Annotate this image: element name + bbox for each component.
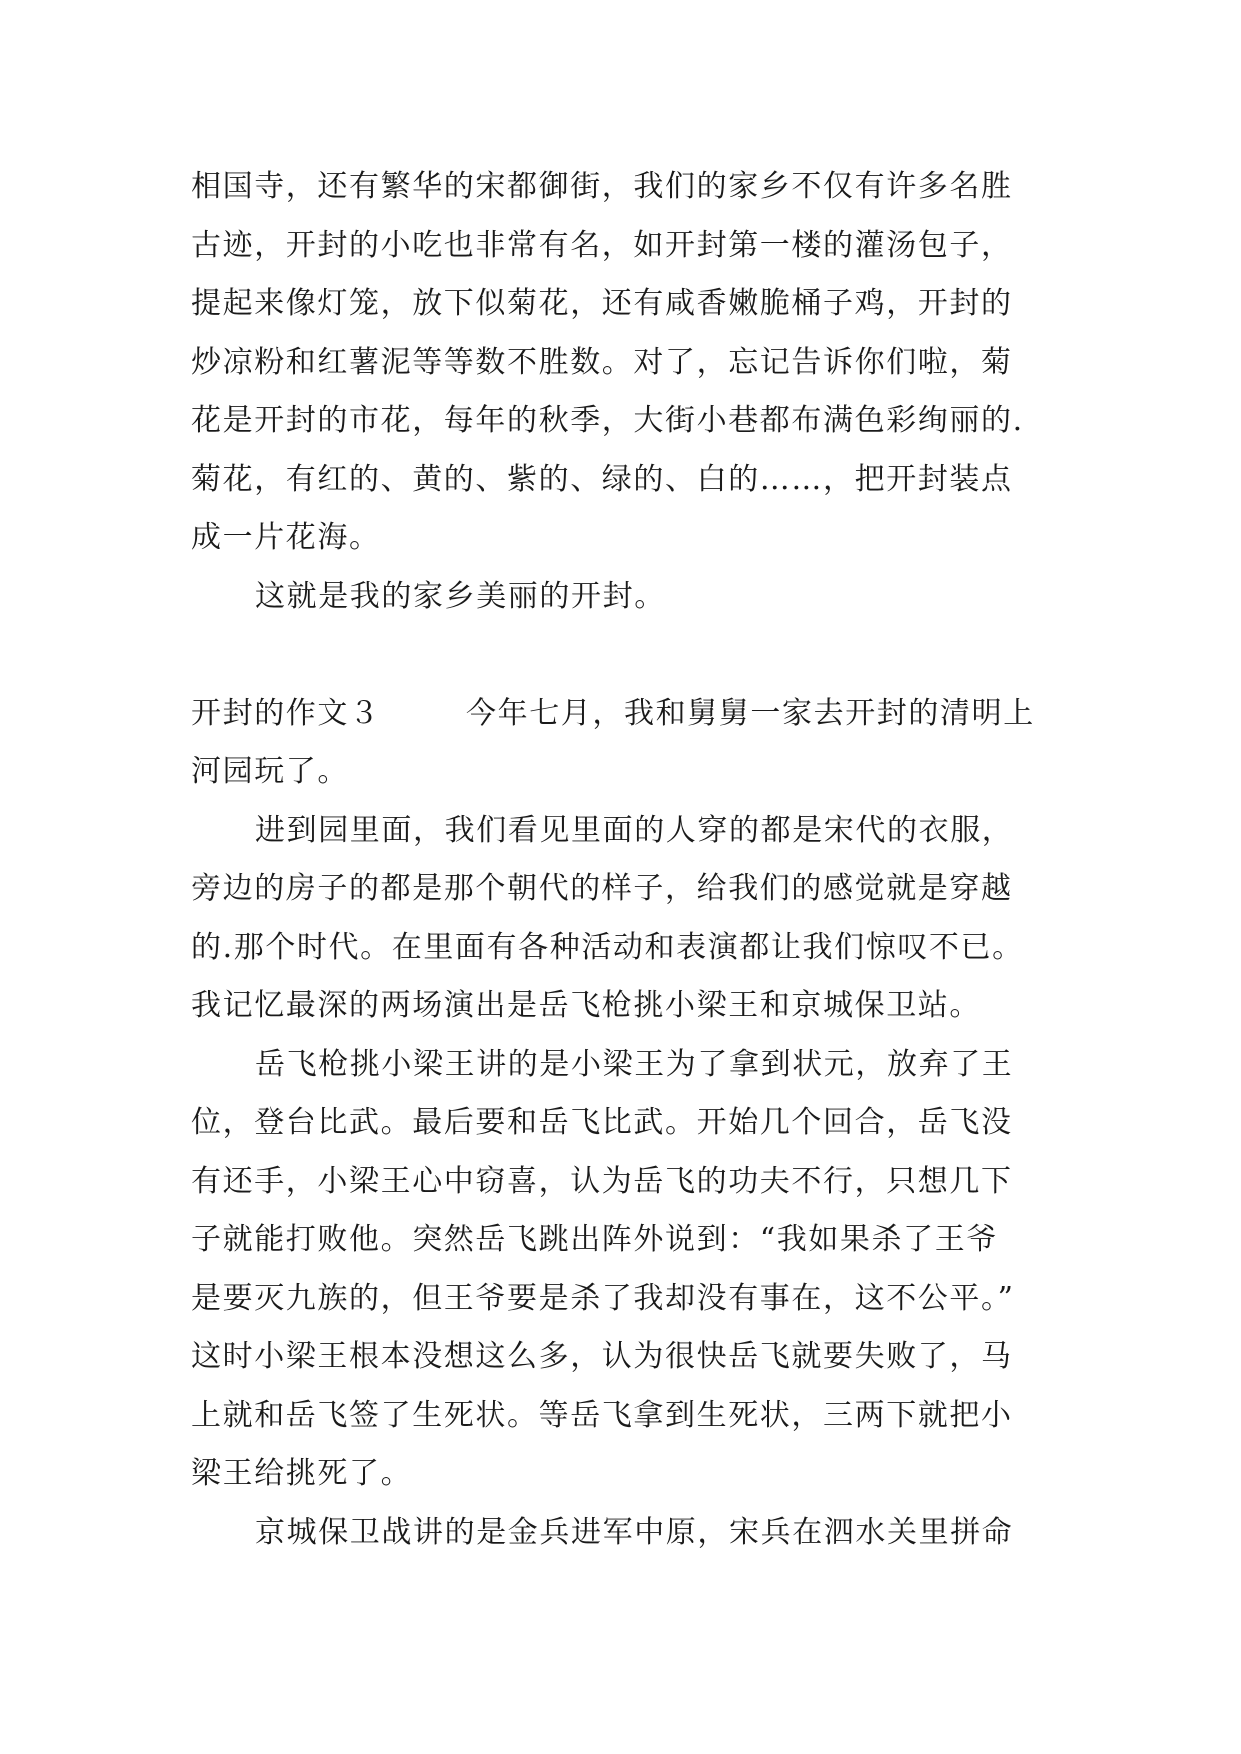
paragraph-capital-defense xyxy=(191,1504,1051,1563)
text-line: 梁王给挑死了。 xyxy=(191,1456,413,1491)
text-line: 位，登台比武。最后要和岳飞比武。开始几个回合，岳飞没 xyxy=(191,1105,1013,1140)
paragraph-closing: 这就是我的家乡美丽的开封。 xyxy=(255,578,666,614)
text-line: 提起来像灯笼，放下似菊花，还有咸香嫩脆桶子鸡，开封的 xyxy=(191,286,1013,321)
text-line: 相国寺，还有繁华的宋都御街，我们的家乡不仅有许多名胜 xyxy=(191,169,1013,204)
text-line: 旁边的房子的都是那个朝代的样子，给我们的感觉就是穿越 xyxy=(191,871,1013,906)
text-line: 子就能打败他。突然岳飞跳出阵外说到：“我如果杀了王爷 xyxy=(191,1222,998,1257)
text-line: 古迹，开封的小吃也非常有名，如开封第一楼的灌汤包子， xyxy=(191,227,1013,263)
paragraph-enter-park xyxy=(191,802,1051,1036)
text-line: 上就和岳飞签了生死状。等岳飞拿到生死状，三两下就把小 xyxy=(191,1397,1013,1433)
essay-heading-line xyxy=(191,685,1051,744)
text-line: 有还手，小梁王心中窃喜，认为岳飞的功夫不行，只想几下 xyxy=(191,1163,1013,1199)
essay-intro-text: 今年七月，我和舅舅一家去开封的清明上 xyxy=(466,695,1035,731)
text-line: 是要灭九族的，但王爷要是杀了我却没有事在，这不公平。” xyxy=(191,1280,1015,1316)
blank-line xyxy=(191,626,1051,685)
text-line: 我记忆最深的两场演出是岳飞枪挑小梁王和京城保卫站。 xyxy=(191,988,981,1023)
paragraph-continued xyxy=(191,158,1051,568)
essay-intro-continued: 河园玩了。 xyxy=(191,754,349,789)
text-line: 这时小梁王根本没想这么多，认为很快岳飞就要失败了，马 xyxy=(191,1339,1013,1374)
document-body xyxy=(191,158,1051,1562)
essay-title: 开封的作文３ xyxy=(191,695,381,731)
text-line: 花是开封的市花，每年的秋季，大街小巷都布满色彩绚丽的. xyxy=(191,403,1024,438)
paragraph-yuefei xyxy=(191,1036,1051,1504)
text-line: 成一片花海。 xyxy=(191,520,381,555)
text-line: 岳飞枪挑小梁王讲的是小梁王为了拿到状元，放弃了王 xyxy=(255,1046,1014,1082)
text-line: 菊花，有红的、黄的、紫的、绿的、白的……，把开封装点 xyxy=(191,461,1013,497)
text-line: 进到园里面，我们看见里面的人穿的都是宋代的衣服， xyxy=(255,812,1014,848)
text-line: 的.那个时代。在里面有各种活动和表演都让我们惊叹不已。 xyxy=(191,929,1024,965)
text-line: 炒凉粉和红薯泥等等数不胜数。对了，忘记告诉你们啦，菊 xyxy=(191,344,1013,380)
text-line: 京城保卫战讲的是金兵进军中原，宋兵在泗水关里拼命 xyxy=(255,1514,1014,1550)
